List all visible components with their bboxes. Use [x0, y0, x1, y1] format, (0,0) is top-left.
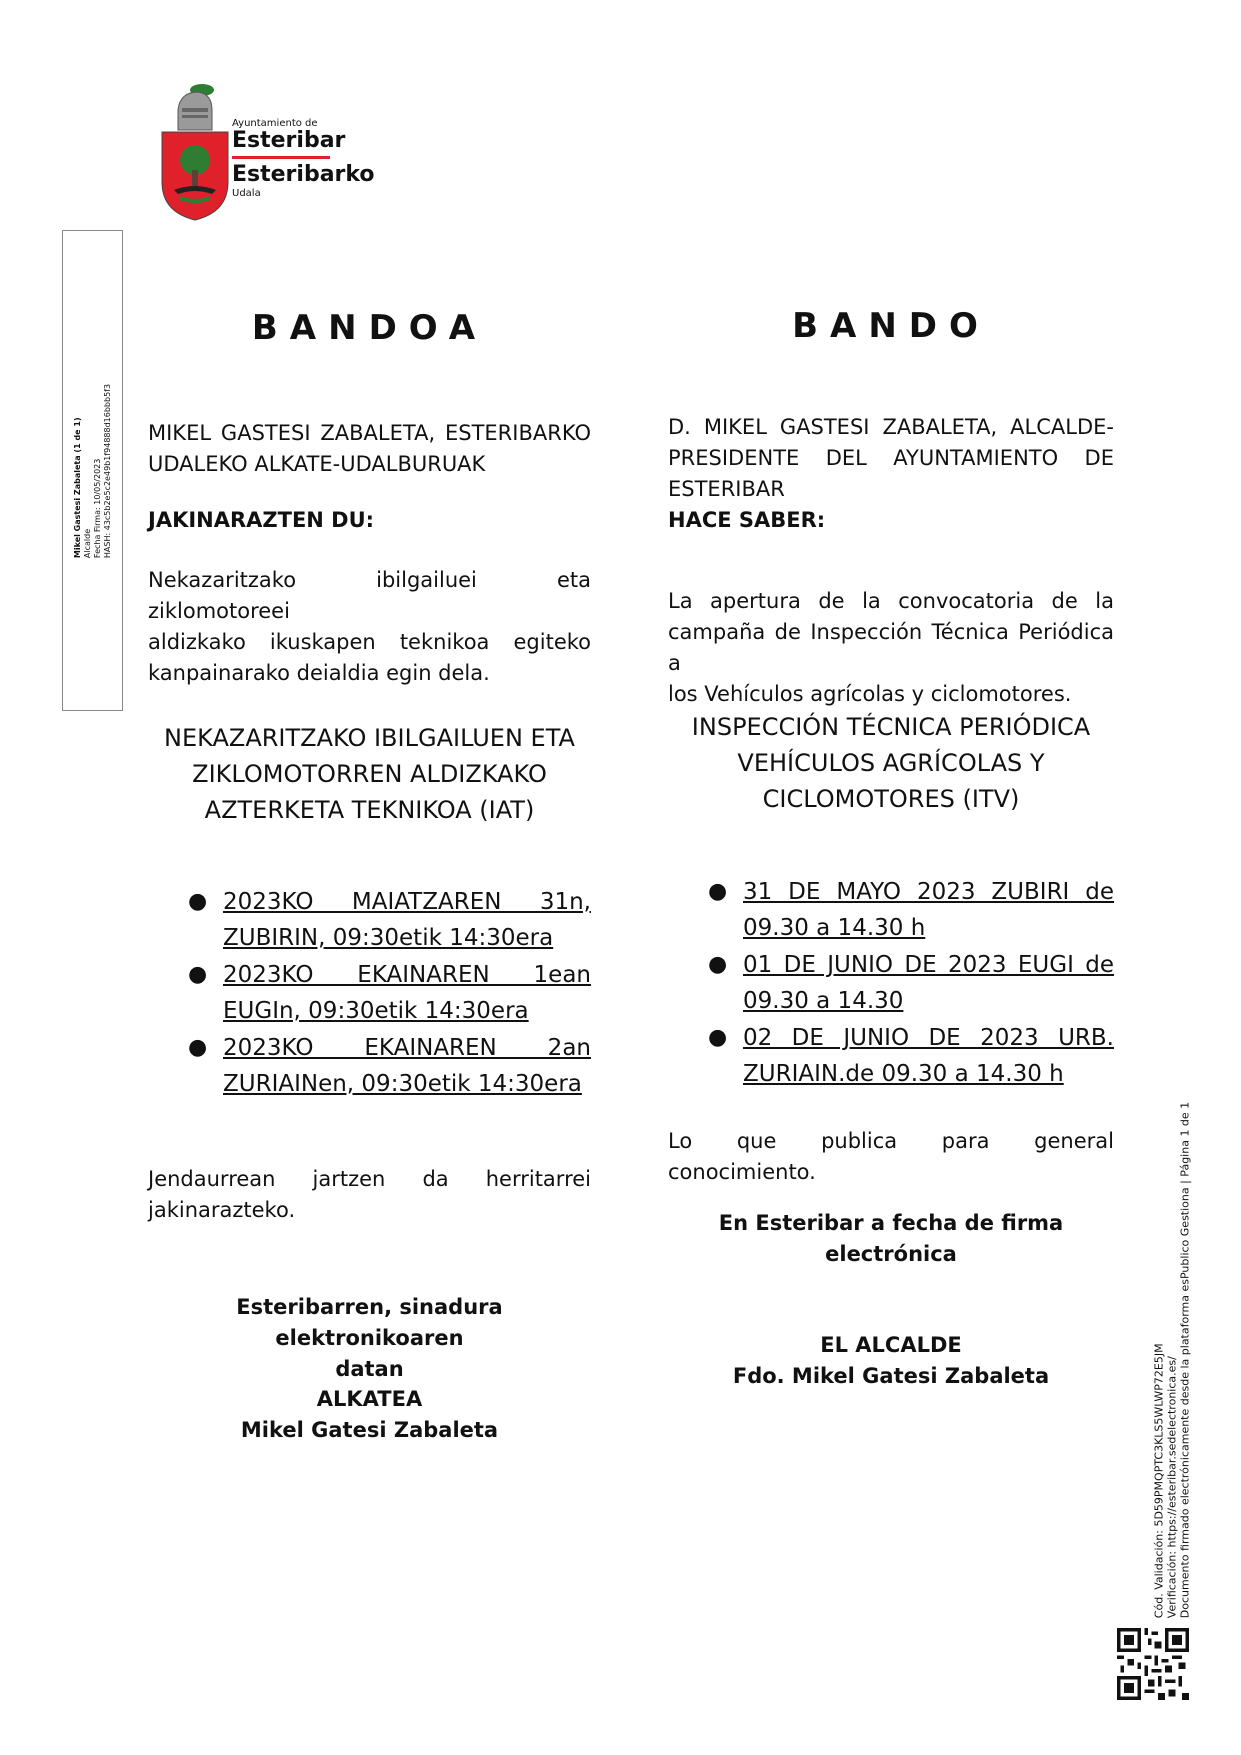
bullet-icon: ●	[708, 952, 728, 977]
coat-of-arms-icon	[160, 82, 230, 222]
date-line: EUGIn, 09:30etik 14:30era	[223, 998, 529, 1024]
heading-line: AZTERKETA TEKNIKOA (IAT)	[204, 796, 535, 824]
signer-role: ALKATEA	[316, 1387, 423, 1411]
body-paragraph	[148, 565, 591, 689]
body-line: Nekazaritzako ibilgailuei eta ziklomotoreei	[148, 568, 591, 623]
date-line: 09.30 a 14.30 h	[743, 915, 926, 941]
logo-line-3: Esteribarko	[232, 162, 375, 187]
signer-name: Fdo. Mikel Gatesi Zabaleta	[732, 1364, 1050, 1388]
dates-list	[148, 884, 591, 1103]
signature-box	[62, 230, 123, 711]
logo-line-1: Ayuntamiento de	[232, 118, 318, 129]
page-title: BANDO	[792, 306, 990, 346]
section-heading	[148, 720, 591, 828]
date-line: ZUBIRIN, 09:30etik 14:30era	[223, 925, 554, 951]
date-line: 09.30 a 14.30	[743, 988, 904, 1014]
closing-paragraph	[148, 1164, 591, 1226]
signer-name: Mikel Gatesi Zabaleta	[240, 1418, 499, 1442]
body-line: aldizkako ikuskapen teknikoa egiteko	[148, 630, 591, 654]
place-line: datan	[335, 1357, 404, 1381]
intro-line: ESTERIBAR	[668, 477, 785, 501]
body-line: kanpainarako deialdia egin dela.	[148, 661, 490, 685]
bullet-icon: ●	[188, 889, 208, 914]
date-line: 2023KO MAIATZAREN 31n,	[223, 889, 591, 915]
list-item	[148, 1030, 591, 1102]
place-line: Esteribarren, sinadura elektronikoaren	[236, 1295, 503, 1350]
logo-line-4: Udala	[232, 188, 261, 199]
validation-document: Documento firmado electrónicamente desde la plataforma esPublico Gestiona | Página 1 de 1	[1178, 1101, 1192, 1619]
place-date: En Esteribar a fecha de firma electrónica	[718, 1211, 1064, 1266]
date-line: 2023KO EKAINAREN 1ean	[223, 962, 591, 988]
closing-line: Jendaurrean jartzen da herritarrei	[148, 1167, 591, 1191]
date-line: 01 DE JUNIO DE 2023 EUGI de	[743, 952, 1114, 978]
bullet-icon: ●	[188, 1035, 208, 1060]
signer-block	[668, 1330, 1114, 1392]
heading-line: ZIKLOMOTORREN ALDIZKAKO	[192, 760, 547, 788]
signature-role: Alcalde	[82, 528, 92, 558]
signature-hash: HASH: 43c5b2e5c2e49b1f94888d16bbb5f3	[102, 383, 112, 558]
heading-line: INSPECCIÓN TÉCNICA PERIÓDICA	[691, 713, 1091, 741]
body-line: los Vehículos agrícolas y ciclomotores.	[668, 682, 1072, 706]
page-title: BANDOA	[251, 308, 488, 348]
intro-line: PRESIDENTE DEL AYUNTAMIENTO DE	[668, 446, 1114, 470]
heading-line: CICLOMOTORES (ITV)	[762, 785, 1020, 813]
qr-code-icon	[1117, 1628, 1189, 1700]
bullet-icon: ●	[708, 879, 728, 904]
closing-paragraph: Lo que publica para general conocimiento.	[668, 1129, 1114, 1184]
announce-label: HACE SABER:	[668, 508, 826, 532]
date-line: 31 DE MAYO 2023 ZUBIRI de	[743, 879, 1114, 905]
bullet-icon: ●	[708, 1025, 728, 1050]
intro-line: MIKEL GASTESI ZABALETA, ESTERIBARKO	[148, 421, 591, 445]
body-paragraph	[668, 586, 1114, 710]
bullet-icon: ●	[188, 962, 208, 987]
validation-code: Cód. Validación: 5D59PMQPTC3KLS5WLWP72E5JM	[1152, 1343, 1166, 1619]
closing-line: jakinarazteko.	[148, 1198, 296, 1222]
list-item	[668, 874, 1114, 946]
intro-line: D. MIKEL GASTESI ZABALETA, ALCALDE-	[668, 415, 1114, 439]
date-line: ZURIAINen, 09:30etik 14:30era	[223, 1071, 582, 1097]
heading-line: VEHÍCULOS AGRÍCOLAS Y	[737, 749, 1045, 777]
list-item	[148, 957, 591, 1029]
validation-url[interactable]: Verificación: https://esteribar.sedelectronica.es/	[1165, 1356, 1179, 1619]
date-line: ZURIAIN.de 09.30 a 14.30 h	[743, 1061, 1064, 1087]
signer-block	[148, 1384, 591, 1446]
dates-list	[668, 874, 1114, 1093]
validation-strip	[1132, 1100, 1212, 1620]
section-heading	[668, 709, 1114, 817]
list-item	[148, 884, 591, 956]
place-date	[148, 1292, 591, 1385]
logo-line-2: Esteribar	[232, 128, 346, 153]
signature-date: Fecha Firma: 10/05/2023	[92, 458, 102, 558]
list-item	[668, 1020, 1114, 1092]
date-line: 02 DE JUNIO DE 2023 URB.	[743, 1025, 1114, 1051]
body-line: La apertura de la convocatoria de la	[668, 589, 1114, 613]
heading-line: NEKAZARITZAKO IBILGAILUEN ETA	[164, 724, 575, 752]
intro-line: UDALEKO ALKATE-UDALBURUAK	[148, 452, 486, 476]
list-item	[668, 947, 1114, 1019]
announce-label: JAKINARAZTEN DU:	[148, 508, 375, 532]
municipal-logo	[160, 82, 375, 222]
signature-name: Mikel Gastesi Zabaleta (1 de 1)	[72, 416, 82, 558]
intro-paragraph	[148, 418, 591, 480]
date-line: 2023KO EKAINAREN 2an	[223, 1035, 591, 1061]
intro-paragraph	[668, 412, 1114, 505]
body-line: campaña de Inspección Técnica Periódica a	[668, 620, 1114, 675]
logo-divider	[232, 156, 330, 159]
signer-role: EL ALCALDE	[820, 1333, 962, 1357]
